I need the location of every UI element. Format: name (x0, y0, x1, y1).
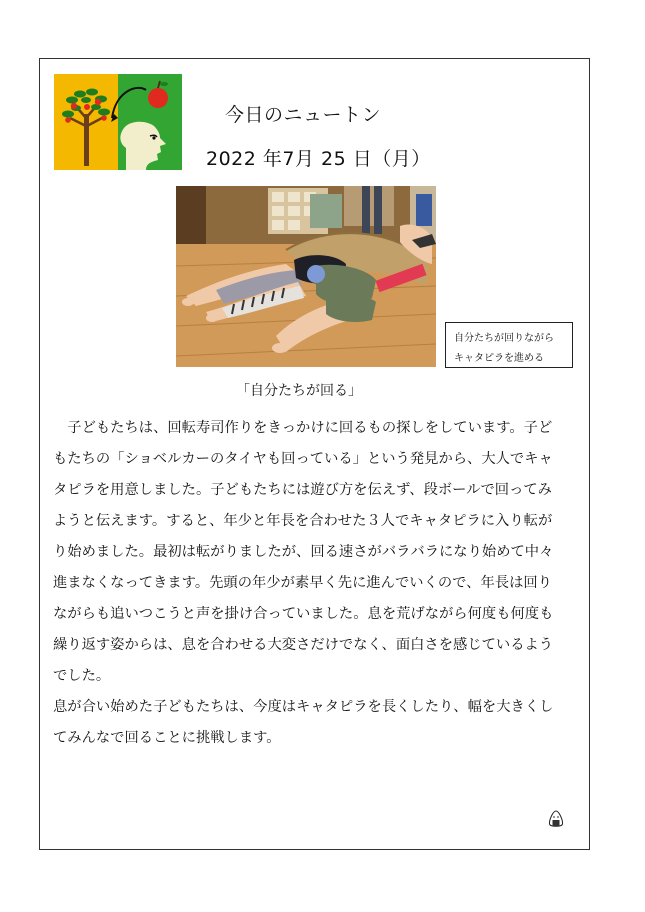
body-line: 息が合い始めた子どもたちは、今度はキャタピラを長くしたり、幅を大きくし (53, 699, 554, 715)
body-line: もたちの「ショベルカーのタイヤも回っている」という発見から、大人でキャ (53, 451, 553, 467)
body-line: ようと伝えます。すると、年少と年長を合わせた３人でキャタピラに入り転が (53, 513, 553, 529)
rice-ball-icon (548, 810, 564, 828)
children-caterpillar-photo (176, 186, 436, 367)
photo-caption-box (445, 322, 573, 368)
body-line: 進まなくなってきます。先頭の年少が素早く先に進んでいくので、年長は回り (53, 575, 552, 591)
caption-line: キャタピラを進める (454, 353, 544, 364)
body-line: 繰り返す姿からは、息を合わせる大変さだけでなく、面白さを感じているよう (53, 637, 554, 653)
page-date: 2022 年7月 25 日（月） (206, 148, 431, 170)
newton-logo-icon (54, 74, 182, 170)
body-line: 子どもたちは、回転寿司作りをきっかけに回るもの探しをしています。子ど (53, 420, 553, 436)
body-line: ながらも追いつこうと声を掛け合っていました。息を荒げながら何度も何度も (53, 606, 554, 622)
body-line: タピラを用意しました。子どもたちには遊び方を伝えず、段ボールで回ってみ (53, 482, 552, 498)
body-text (53, 413, 577, 754)
body-line: でした。 (53, 668, 111, 684)
photo-title: 「自分たちが回る」 (236, 383, 362, 399)
body-line: てみんなで回ることに挑戦します。 (53, 730, 281, 746)
page-title: 今日のニュートン (225, 104, 382, 126)
body-line: り始めました。最初は転がりましたが、回る速さがバラバラになり始めて中々 (53, 544, 554, 560)
caption-line: 自分たちが回りながら (454, 333, 554, 344)
